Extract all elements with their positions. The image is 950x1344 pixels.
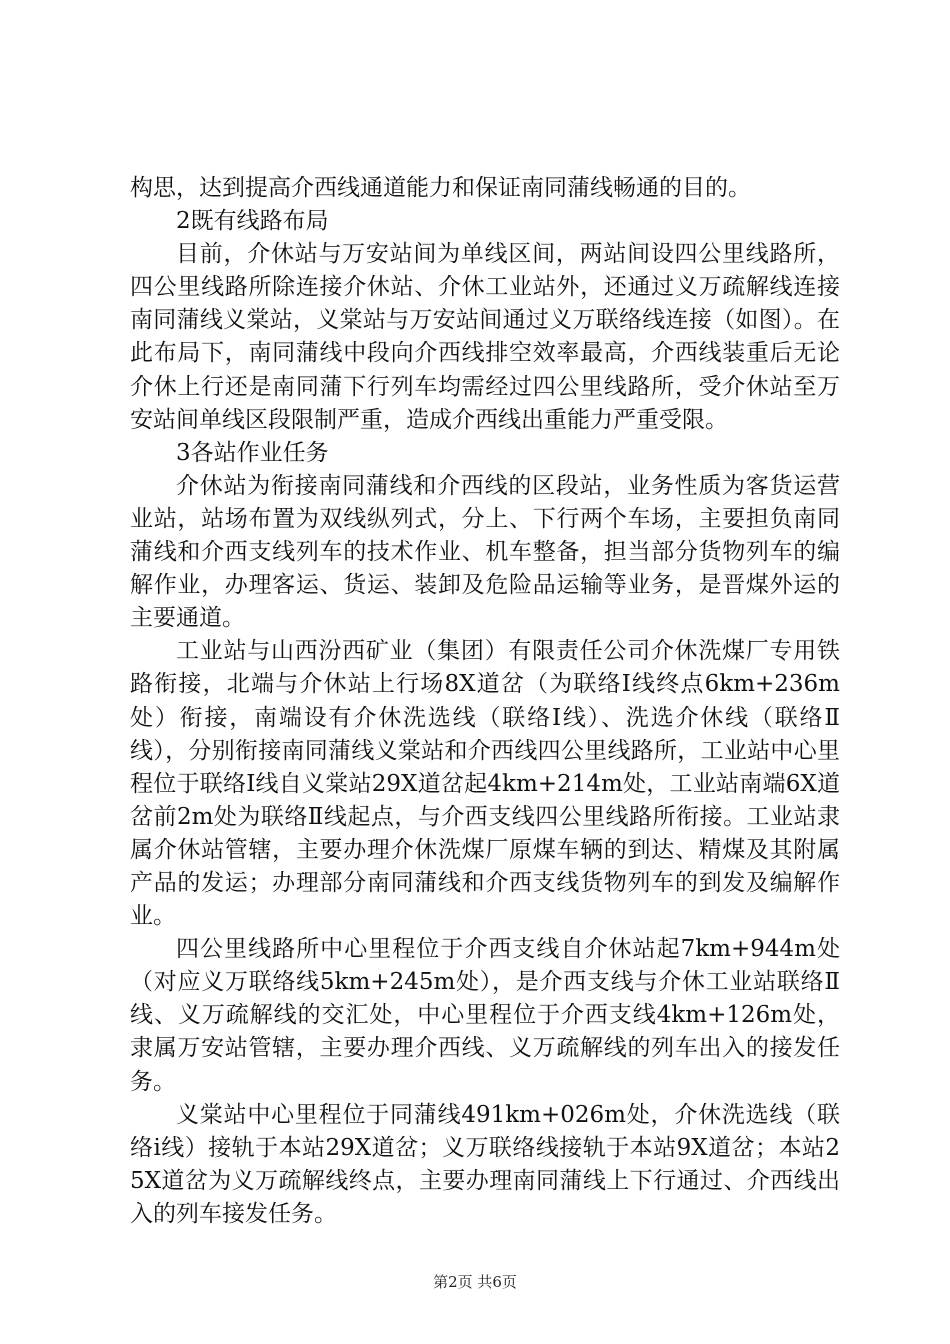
page-number-footer: 第2页 共6页: [433, 1273, 517, 1291]
paragraph-line-layout: 目前，介休站与万安站间为单线区间，两站间设四公里线路所，四公里线路所除连接介休站、介休工业站外，还通过义万疏解线连接南同蒲线义棠站，义棠站与万安站间通过义万联络线连接（如图）。在此布局下，南同蒲线中段向介西线排空效率最高，介西线装重后无论介休上行还是南同蒲下行列车均需经过四公里线路所，受介休站至万安站间单线区段限制严重，造成介西线出重能力严重受限。: [130, 241, 840, 433]
section-heading-2: 2既有线路布局: [176, 208, 329, 235]
document-body: [130, 172, 840, 1231]
paragraph-continuation: 构思，达到提高介西线通道能力和保证南同蒲线畅通的目的。: [130, 175, 751, 201]
paragraph-four-km-junction: 四公里线路所中心里程位于介西支线自介休站起7km+944m处（对应义万联络线5km+245m处），是介西支线与介休工业站联络Ⅱ线、义万疏解线的交汇处，中心里程位于介西支线4km+126m处，隶属万安站管辖，主要办理介西线、义万疏解线的列车出入的接发任务。: [130, 936, 840, 1095]
paragraph-jiexiu-station: 介休站为衔接南同蒲线和介西线的区段站，业务性质为客货运营业站，站场布置为双线纵列式，分上、下行两个车场，主要担负南同蒲线和介西支线列车的技术作业、机车整备，担当部分货物列车的编解作业，办理客运、货运、装卸及危险品运输等业务，是晋煤外运的主要通道。: [130, 472, 840, 632]
section-heading-3: 3各站作业任务: [176, 439, 329, 466]
paragraph-industrial-station: 工业站与山西汾西矿业（集团）有限责任公司介休洗煤厂专用铁路衔接，北端与介休站上行场8X道岔（为联络Ⅰ线终点6km+236m处）衔接，南端设有介休洗选线（联络Ⅰ线）、洗选介休线（联络Ⅱ线），分别衔接南同蒲线义棠站和介西线四公里线路所，工业站中心里程位于联络Ⅰ线自义棠站29X道岔起4km+214m处，工业站南端6X道岔前2m处为联络Ⅱ线起点，与介西支线四公里线路所衔接。工业站隶属介休站管辖，主要办理介休洗煤厂原煤车辆的到达、精煤及其附属产品的发运；办理部分南同蒲线和介西支线货物列车的到发及编解作业。: [130, 638, 840, 930]
paragraph-yitang-station: 义棠站中心里程位于同蒲线491km+026m处，介休洗选线（联络ⅰ线）接轨于本站29X道岔；义万联络线接轨于本站9X道岔；本站25X道岔为义万疏解线终点，主要办理南同蒲线上下行通过、介西线出入的列车接发任务。: [130, 1101, 840, 1227]
